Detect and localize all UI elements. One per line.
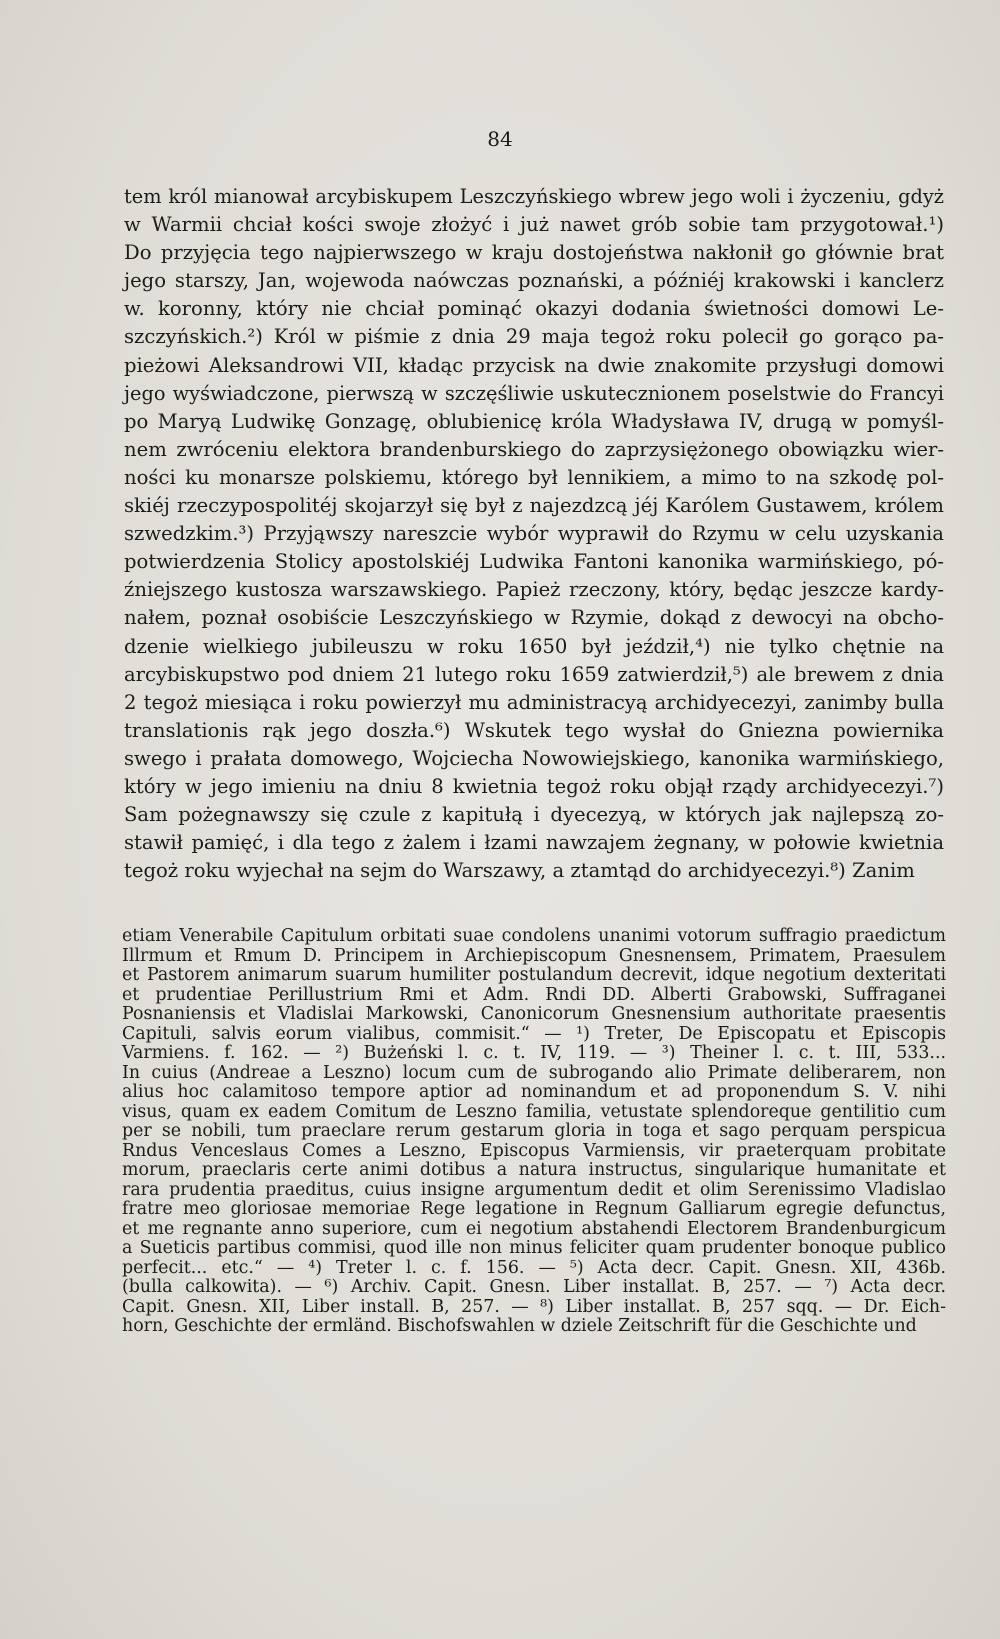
main-text-line: źniejszego kustosza warszawskiego. Papież rzeczony, który, będąc jeszcze kardy-: [124, 578, 944, 602]
footnote-line: rara prudentia praeditus, cuius insigne argumentum dedit et olim Serenissimo Vladislao: [122, 1179, 946, 1200]
main-text-line: pieżowi Aleksandrowi VII, kładąc przycisk na dwie znakomite przysługi domowi: [124, 353, 944, 377]
main-text-line: arcybiskupstwo pod dniem 21 lutego roku 1659 zatwierdził,⁵) ale brewem z dnia: [124, 662, 944, 686]
footnote-line: In cuius (Andreae a Leszno) locum cum de subrogando alio Primate deliberarem, non: [122, 1062, 946, 1083]
main-text-line: tem król mianował arcybiskupem Leszczyńskiego wbrew jego woli i życzeniu, gdyż: [124, 185, 944, 208]
main-text-line: w. koronny, który nie chciał pominąć okazyi dodania świetności domowi Le-: [124, 297, 944, 321]
main-text-line: dzenie wielkiego jubileuszu w roku 1650 był jeździł,⁴) nie tylko chętnie na: [124, 634, 944, 658]
main-text-line: w Warmii chciał kości swoje złożyć i już nawet grób sobie tam przygotował.¹): [124, 213, 944, 237]
footnote-line: et me regnante anno superiore, cum ei negotium abstahendi Electorem Brandenburgicum: [122, 1218, 946, 1239]
footnote-line: Capit. Gnesn. XII, Liber install. B, 257. — ⁸) Liber installat. B, 257 sqq. — Dr. Eich-: [122, 1296, 946, 1317]
main-text: [124, 183, 944, 885]
footnote-line: et Pastorem animarum suarum humiliter postulandum decrevit, idque negotium dexteritati: [122, 965, 946, 985]
footnote-line: morum, praeclaris certe animi dotibus a natura instructus, singularique humanitate et: [122, 1160, 946, 1180]
footnote-line: alius hoc calamitoso tempore aptior ad nominandum et ad proponendum S. V. nihi: [122, 1082, 946, 1102]
footnote-line: et prudentiae Perillustrium Rmi et Adm. Rndi DD. Alberti Grabowski, Suffraganei: [122, 984, 946, 1005]
main-text-line: szczyńskich.²) Król w piśmie z dnia 29 maja tegoż roku polecił go gorąco pa-: [124, 325, 944, 349]
main-text-line: po Maryą Ludwikę Gonzagę, oblubienicę króla Władysława IV, drugą w pomyśl-: [124, 409, 944, 433]
main-text-line: jego starszy, Jan, wojewoda naówczas poznański, a późniéj krakowski i kanclerz: [124, 269, 944, 293]
main-text-line: nem zwróceniu elektora brandenburskiego do zaprzysiężonego obowiązku wier-: [124, 437, 944, 461]
footnote-line: etiam Venerabile Capitulum orbitati suae condolens unanimi votorum suffragio praedictum: [122, 926, 946, 946]
main-text-line: Sam pożegnawszy się czule z kapitułą i dyecezyą, w których jak najlepszą zo-: [124, 803, 944, 827]
main-text-line: szwedzkim.³) Przyjąwszy nareszcie wybór wyprawił do Rzymu w celu uzyskania: [124, 522, 944, 546]
main-text-line: tegoż roku wyjechał na sejm do Warszawy, a ztamtąd do archidyecezyi.⁸) Zanim: [124, 859, 915, 883]
footnote-line: fratre meo gloriosae memoriae Rege legatione in Regnum Galliarum egregie defunctus,: [122, 1199, 946, 1219]
footnote-line: Varmiens. f. 162. — ²) Bużeński l. c. t. IV, 119. — ³) Theiner l. c. t. III, 533...: [122, 1043, 946, 1063]
footnote-line: per se nobili, tum praeclare rerum gestarum gloria in toga et sago perquam perspicua: [122, 1121, 946, 1141]
footnote-line: (bulla calkowita). — ⁶) Archiv. Capit. Gnesn. Liber installat. B, 257. — ⁷) Acta decr.: [122, 1277, 946, 1297]
main-text-line: skiéj rzeczypospolitéj skojarzył się był z najezdzcą jéj Karólem Gustawem, królem: [124, 494, 944, 518]
main-text-line: Do przyjęcia tego najpierwszego w kraju dostojeństwa nakłonił go głównie brat: [124, 241, 944, 265]
main-text-line: nałem, poznał osobiście Leszczyńskiego w Rzymie, dokąd z dewocyi na obcho-: [124, 606, 944, 630]
footnotes: [122, 927, 946, 1337]
main-text-line: translationis rąk jego doszła.⁶) Wskutek tego wysłał do Gniezna powiernika: [124, 718, 944, 742]
main-text-line: ności ku monarsze polskiemu, którego był lennikiem, a mimo to na szkodę pol-: [124, 465, 944, 489]
footnote-line: Capituli, salvis eorum vialibus, commisit.“ — ¹) Treter, De Episcopatu et Episcopis: [122, 1023, 946, 1044]
page-number: 84: [487, 127, 513, 151]
main-text-line: potwierdzenia Stolicy apostolskiéj Ludwika Fantoni kanonika warmińskiego, pó-: [124, 550, 944, 574]
main-text-line: swego i prałata domowego, Wojciecha Nowowiejskiego, kanonika warmińskiego,: [124, 746, 944, 770]
footnote-line: visus, quam ex eadem Comitum de Leszno familia, vetustate splendoreque gentilitio cum: [122, 1101, 946, 1122]
main-text-line: który w jego imieniu na dniu 8 kwietnia tegoż roku objął rządy archidyecezyi.⁷): [124, 774, 944, 798]
footnote-line: Illrmum et Rmum D. Principem in Archiepiscopum Gnesnensem, Primatem, Praesulem: [122, 945, 946, 966]
footnote-line: horn, Geschichte der ermländ. Bischofswahlen w dziele Zeitschrift für die Geschichte und: [122, 1316, 917, 1336]
main-text-line: stawił pamięć, i dla tego z żalem i łzami nawzajem żegnany, w połowie kwietnia: [124, 831, 944, 855]
main-text-line: 2 tegoż miesiąca i roku powierzył mu administracyą archidyecezyi, zanimby bulla: [124, 690, 944, 714]
footnote-line: Posnaniensis et Vladislai Markowski, Canonicorum Gnesnensium authoritate praesentis: [122, 1004, 946, 1024]
main-text-line: jego wyświadczone, pierwszą w szczęśliwie uskutecznionem poselstwie do Francyi: [124, 381, 944, 405]
footnote-line: Rndus Venceslaus Comes a Leszno, Episcopus Varmiensis, vir praeterquam probitate: [122, 1140, 946, 1161]
footnote-line: perfecit... etc.“ — ⁴) Treter l. c. f. 156. — ⁵) Acta decr. Capit. Gnesn. XII, 436b.: [122, 1257, 946, 1278]
footnote-line: a Sueticis partibus commisi, quod ille non minus feliciter quam prudenter bonoque publico: [122, 1238, 946, 1258]
